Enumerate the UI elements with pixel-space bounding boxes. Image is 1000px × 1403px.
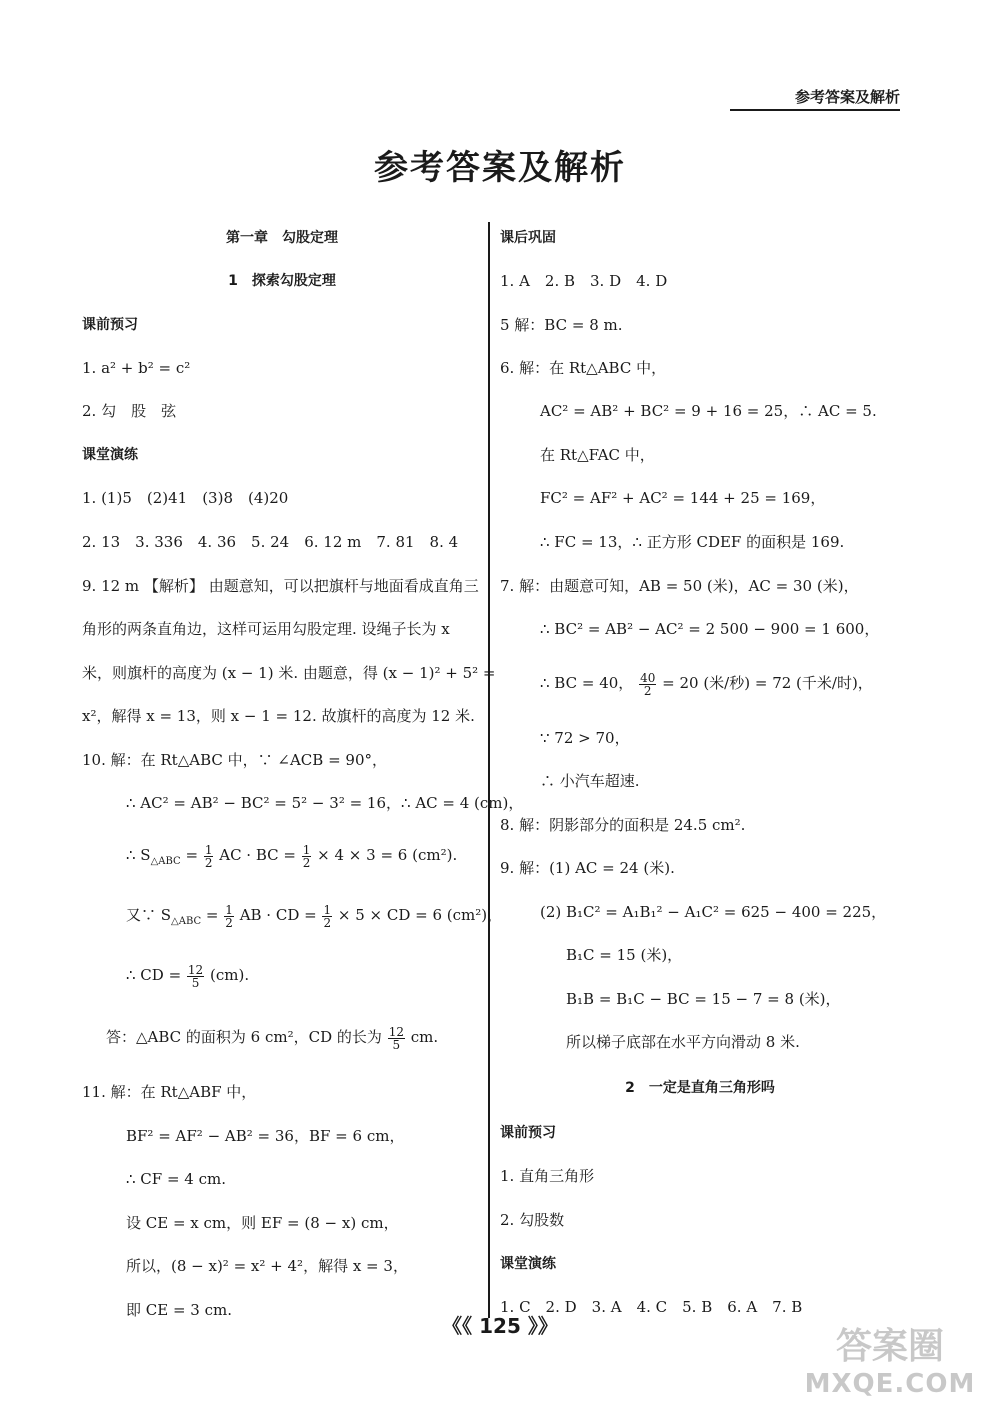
- answer-line: 2. 13 3. 336 4. 36 5. 24 6. 12 m 7. 81 8. 4: [82, 533, 459, 551]
- class-practice-heading-2: 课堂演练: [500, 1256, 556, 1272]
- fraction: $\frac{1}{2}$: [204, 842, 213, 870]
- answer-line: (2) B₁C² = A₁B₁² − A₁C² = 625 − 400 = 225，: [540, 903, 887, 921]
- answer-line: AC² = AB² + BC² = 9 + 16 = 25，∴ AC = 5.: [540, 402, 877, 420]
- answer-line: 11. 解：在 Rt△ABF 中，: [82, 1083, 257, 1101]
- answer-line: 1. C 2. D 3. A 4. C 5. B 6. A 7. B: [500, 1298, 803, 1316]
- answer-line: 角形的两条直角边，这样可运用勾股定理. 设绳子长为 x: [82, 620, 450, 638]
- answer-line: B₁B = B₁C − BC = 15 − 7 = 8 (米)，: [566, 990, 841, 1008]
- column-divider: [488, 222, 490, 1318]
- answer-line: ∴ FC = 13，∴ 正方形 CDEF 的面积是 169.: [540, 533, 845, 551]
- pre-study-heading: 课前预习: [82, 317, 138, 333]
- answer-line: ∴ CF = 4 cm.: [126, 1170, 227, 1188]
- answer-line: 9. 12 m 【解析】 由题意知，可以把旗杆与地面看成直角三: [82, 577, 479, 595]
- answer-line: 米，则旗杆的高度为 (x − 1) 米. 由题意，得 (x − 1)² + 5² =: [82, 664, 496, 682]
- answer-line: 10. 解：在 Rt△ABC 中，∵ ∠ACB = 90°，: [82, 751, 387, 769]
- answer-line: 2. 勾 股 弦: [82, 402, 177, 420]
- section-heading-1: 1 探索勾股定理: [228, 273, 336, 289]
- watermark-url: MXQE.COM: [804, 1369, 976, 1399]
- fraction: $\frac{40}{2}$: [640, 670, 656, 698]
- page-number: 《《 125 》》: [442, 1314, 558, 1338]
- chapter-heading: 第一章 勾股定理: [226, 230, 338, 246]
- answer-line: 所以梯子底部在水平方向滑动 8 米.: [566, 1033, 800, 1051]
- answer-line: 9. 解：(1) AC = 24 (米).: [500, 859, 675, 877]
- answer-line: ∵ 72 > 70，: [540, 729, 630, 747]
- answer-line: ∴ AC² = AB² − BC² = 5² − 3² = 16，∴ AC = 4 (cm)，: [126, 794, 524, 812]
- answer-line: 1. (1)5 (2)41 (3)8 (4)20: [82, 489, 289, 507]
- answer-line: 设 CE = x cm，则 EF = (8 − x) cm，: [126, 1214, 399, 1232]
- answer-line: ∴ CD = $\frac{12}{5}$ (cm).: [126, 962, 250, 990]
- answer-line: 8. 解：阴影部分的面积是 24.5 cm².: [500, 816, 746, 834]
- answer-line: 1. a² + b² = c²: [82, 359, 191, 377]
- after-class-heading: 课后巩固: [500, 230, 556, 246]
- answer-line: 在 Rt△FAC 中，: [540, 446, 655, 464]
- answer-line: 即 CE = 3 cm.: [126, 1301, 233, 1319]
- section-heading-2: 2 一定是直角三角形吗: [625, 1080, 775, 1096]
- answer-line: 7. 解：由题意可知，AB = 50 (米)，AC = 30 (米)，: [500, 577, 859, 595]
- fraction: $\frac{12}{5}$: [187, 962, 204, 990]
- watermark-logo: [790, 1318, 990, 1398]
- fraction: $\frac{1}{2}$: [225, 902, 233, 930]
- running-header: 参考答案及解析: [730, 86, 900, 111]
- answer-line: 所以，(8 − x)² = x² + 4²，解得 x = 3，: [126, 1257, 408, 1275]
- answer-line: ∴ $S_{\triangle ABC}$ = $\frac{1}{2}$ AC · BC = $\frac{1}{2}$ × 4 × 3 = 6 (cm²).: [126, 842, 458, 870]
- watermark-text: 答案圈: [835, 1326, 944, 1367]
- page-title: 参考答案及解析: [374, 148, 626, 188]
- answer-line: 5 解：BC = 8 m.: [500, 316, 623, 334]
- answer-line: 又∵ $S_{\triangle ABC}$ = $\frac{1}{2}$ AB · CD = $\frac{1}{2}$ × 5 × CD = 6 (cm²)，: [126, 902, 503, 930]
- answer-line: ∴ BC² = AB² − AC² = 2 500 − 900 = 1 600，: [540, 620, 880, 638]
- answer-line: B₁C = 15 (米)，: [566, 946, 683, 964]
- answer-line: 1. 直角三角形: [500, 1167, 595, 1185]
- fraction: $\frac{12}{5}$: [388, 1024, 404, 1052]
- pre-study-heading-2: 课前预习: [500, 1125, 556, 1141]
- answer-line: 答：△ABC 的面积为 6 cm²，CD 的长为 $\frac{12}{5}$ cm.: [106, 1024, 439, 1052]
- answer-line: FC² = AF² + AC² = 144 + 25 = 169，: [540, 489, 826, 507]
- class-practice-heading: 课堂演练: [82, 447, 138, 463]
- answer-line: ∴ 小汽车超速.: [540, 772, 640, 790]
- answer-line: 2. 勾股数: [500, 1211, 565, 1229]
- fraction: $\frac{1}{2}$: [302, 842, 311, 870]
- answer-line: ∴ BC = 40， $\frac{40}{2}$ = 20 (米/秒) = 72 (千米/时)，: [540, 670, 873, 698]
- answer-line: 6. 解：在 Rt△ABC 中，: [500, 359, 667, 377]
- fraction: $\frac{1}{2}$: [323, 902, 332, 930]
- answer-line: BF² = AF² − AB² = 36，BF = 6 cm，: [126, 1127, 405, 1145]
- answer-line: x²，解得 x = 13，则 x − 1 = 12. 故旗杆的高度为 12 米.: [82, 707, 475, 725]
- answer-line: 1. A 2. B 3. D 4. D: [500, 272, 668, 290]
